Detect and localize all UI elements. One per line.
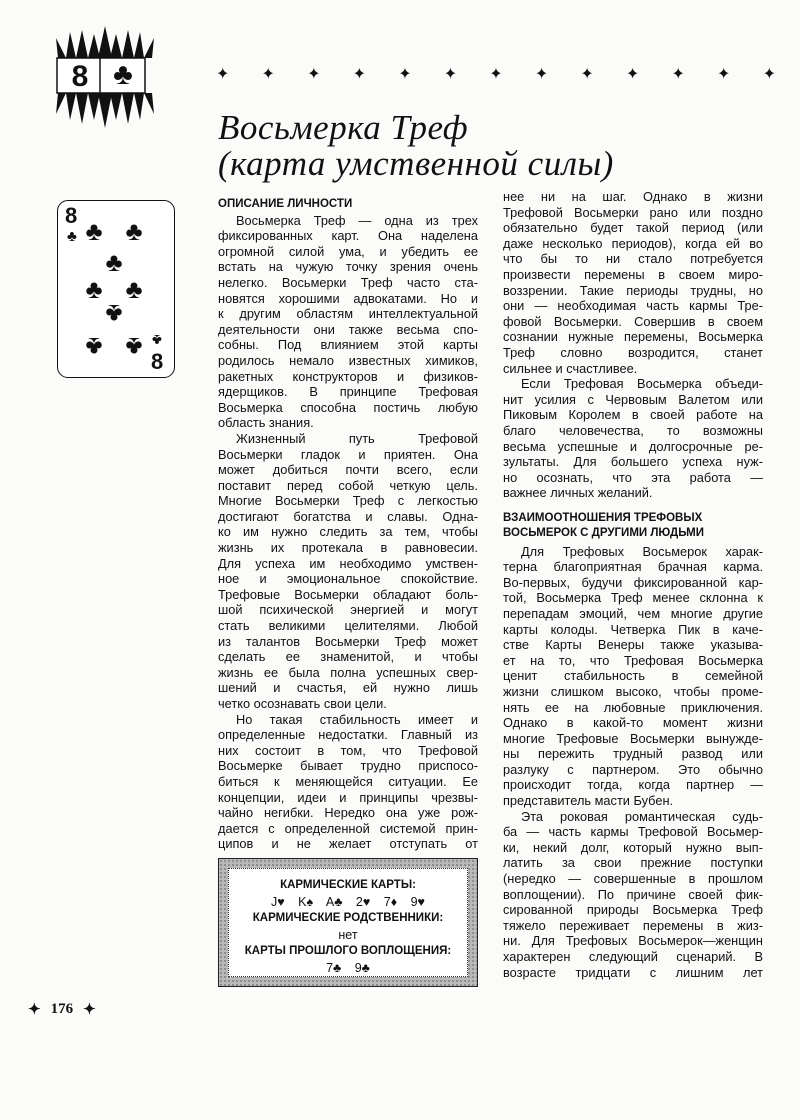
club-icon: ♣ bbox=[85, 332, 103, 362]
text-line: ракетных конструкторов и физиков- bbox=[218, 368, 478, 384]
club-icon: ♣ bbox=[113, 58, 133, 91]
text-line: определенные недостатки. Главный из bbox=[218, 727, 478, 743]
text-line: биться к меняющейся ситуации. Ее bbox=[218, 773, 478, 789]
text-line: но осознать, что эта работа — bbox=[503, 469, 763, 485]
text-line: фовой Восьмерки. Совершив в своем bbox=[503, 313, 763, 329]
ornament-icon: ✦ bbox=[83, 1002, 96, 1018]
text-line: сильнее и счастливее. bbox=[503, 360, 638, 376]
karmic-relatives: нет bbox=[338, 927, 358, 942]
text-line: родилось немало известных химиков, bbox=[218, 352, 478, 368]
text-line: Трефовой Восьмерки рано или поздно bbox=[503, 204, 763, 220]
text-line: произвести перемены в своем миро- bbox=[503, 266, 763, 282]
ornament-icon: ✦ bbox=[398, 66, 412, 83]
playing-card-image bbox=[57, 200, 175, 378]
section-heading: ВОСЬМЕРОК С ДРУГИМИ ЛЮДЬМИ bbox=[503, 527, 705, 540]
text-line: ное и эмоциональное спокойствие. bbox=[218, 571, 478, 587]
text-line: представитель масти Бубен. bbox=[503, 793, 674, 809]
text-line: тяжело переживает перемены в жиз- bbox=[503, 917, 763, 933]
text-line: Восьмерка способна постичь любую bbox=[218, 399, 478, 415]
ornament-icon: ✦ bbox=[216, 66, 230, 83]
text-line: шений и счастья, ей нужно лишь bbox=[218, 680, 478, 696]
page-footer bbox=[28, 1000, 96, 1019]
text-line: Многие Восьмерки Треф с легкостью bbox=[218, 493, 478, 509]
text-line: достигают богатства и славы. Одна- bbox=[218, 508, 478, 524]
text-line: жизнь ее была полна успешных свер- bbox=[218, 664, 478, 680]
ornament-icon: ✦ bbox=[580, 66, 594, 83]
text-line: нять ее на любовные приключения. bbox=[503, 699, 763, 715]
text-line: они — необходимая часть кармы Тре- bbox=[503, 298, 763, 314]
text-line: зультаты. Для большего успеха нуж- bbox=[503, 454, 763, 470]
text-line: Для успеха им необходимо умствен- bbox=[218, 555, 478, 571]
ornament-icon: ✦ bbox=[717, 66, 731, 83]
right-text-column bbox=[503, 189, 763, 980]
text-line: новятся хорошими адвокатами. Но и bbox=[218, 290, 478, 306]
ornament-icon: ✦ bbox=[307, 66, 321, 83]
text-line: Треф словно возродится, станет bbox=[503, 344, 763, 360]
text-line: ба — часть кармы Трефовой Восьмер- bbox=[503, 824, 763, 840]
ornament-icon: ✦ bbox=[671, 66, 685, 83]
text-line: встать на чужую точку зрения очень bbox=[218, 259, 478, 275]
ornament-icon: ✦ bbox=[534, 66, 549, 83]
text-line: область знания. bbox=[218, 415, 314, 431]
text-line: ни. Для Трефовых Восьмерок—женщин bbox=[503, 933, 763, 949]
text-line: Пиковым Королем в своей работе на bbox=[503, 407, 763, 423]
ornament-icon: ✦ bbox=[28, 1002, 41, 1018]
ornament-icon: ✦ bbox=[625, 66, 640, 83]
club-icon: ♣ bbox=[105, 247, 123, 277]
badge-rank: 8 bbox=[71, 60, 89, 93]
text-line: ны пережить трудный развод или bbox=[503, 746, 763, 762]
club-icon: ♣ bbox=[152, 331, 162, 348]
text-line: характерен следующий сценарий. В bbox=[503, 949, 763, 964]
text-line: Однако в какой-то момент жизни bbox=[503, 715, 763, 731]
text-line: Эта роковая романтическая судь- bbox=[521, 808, 763, 824]
ornament-icon: ✦ bbox=[443, 66, 458, 83]
ornament-icon: ✦ bbox=[352, 66, 367, 83]
text-line: нелегко. Восьмерки Треф часто ста- bbox=[218, 274, 478, 290]
text-line: чайно негибки. Нередко она уже рож- bbox=[218, 805, 478, 821]
text-line: Трефовые Восьмерки обладают боль- bbox=[218, 586, 478, 602]
text-line: стве Карты Венеры также указыва- bbox=[503, 637, 763, 653]
text-line: стать великими целителями. Любой bbox=[218, 618, 478, 634]
text-line: что бы то ни стало потребуется bbox=[503, 251, 763, 267]
card-corner-rank: 8 bbox=[151, 349, 164, 374]
text-line: ядерщиков. В принципе Трефовая bbox=[218, 384, 478, 400]
text-line: весьма успешные и долгосрочные ре- bbox=[503, 438, 763, 454]
text-line: к другим областям интеллектуальной bbox=[218, 306, 478, 322]
text-line: шой психической энергией и могут bbox=[218, 602, 478, 618]
card-badge bbox=[50, 24, 160, 132]
karmic-cards-label: КАРМИЧЕСКИЕ КАРТЫ: bbox=[280, 879, 416, 891]
text-line: четко осознавать свои цели. bbox=[218, 696, 387, 711]
text-line: возрасте тридцати с лишним лет bbox=[503, 964, 763, 980]
club-icon: ♣ bbox=[125, 274, 143, 304]
text-line: Для Трефовых Восьмерок харак- bbox=[521, 543, 763, 559]
section-heading: ОПИСАНИЕ ЛИЧНОСТИ bbox=[218, 198, 353, 210]
text-line: ципов и не желает отступать от bbox=[218, 836, 478, 852]
text-line: происходит тогда, когда партнер — bbox=[503, 777, 763, 793]
ornament-icon: ✦ bbox=[762, 66, 776, 83]
text-line: Восьмерка Треф — одна из трех bbox=[236, 212, 478, 228]
text-line: благо человечества, то возможны bbox=[503, 422, 763, 438]
karma-info-box bbox=[218, 858, 478, 987]
ornament-icon: ✦ bbox=[261, 66, 275, 83]
text-line: Восьмерки гладок и приятен. Она bbox=[218, 446, 478, 462]
text-line: жизни слишком высоко, чтобы проме- bbox=[503, 683, 763, 699]
text-line: ет на то, что Трефовая Восьмерка bbox=[503, 652, 763, 668]
club-icon: ♣ bbox=[85, 274, 103, 304]
text-line: многие Трефовые Восьмерки вынужде- bbox=[503, 730, 763, 746]
page-title bbox=[218, 110, 614, 182]
text-line: деятельности они также весьма спо- bbox=[218, 321, 478, 337]
text-line: концепции, идеи и принципы чрезвы- bbox=[218, 789, 478, 805]
past-life-cards: 7♣ 9♣ bbox=[326, 960, 370, 975]
text-line: карты колоды. Четверка Пик в каче- bbox=[503, 621, 763, 637]
club-icon: ♣ bbox=[67, 228, 77, 245]
text-line: Жизненный путь Трефовой bbox=[236, 430, 478, 446]
title-line-2: (карта умственной силы) bbox=[218, 144, 614, 183]
card-corner-rank: 8 bbox=[65, 203, 78, 228]
past-life-label: КАРТЫ ПРОШЛОГО ВОПЛОЩЕНИЯ: bbox=[244, 945, 452, 957]
club-icon: ♣ bbox=[105, 299, 123, 329]
text-line: ценит стабильность в семейной bbox=[503, 668, 763, 684]
karma-info-inner bbox=[228, 868, 468, 977]
club-icon: ♣ bbox=[125, 216, 143, 246]
text-line: (нередко — совершенные в прошлом bbox=[503, 871, 763, 887]
text-line: собны. Под влиянием этой карты bbox=[218, 337, 478, 353]
text-line: Во-первых, будучи фиксированной кар- bbox=[503, 574, 763, 590]
text-line: фиксированных карт. Она наделена bbox=[218, 228, 478, 244]
ornament-row bbox=[216, 64, 776, 84]
text-line: даже несколько периодов), когда ей во bbox=[503, 235, 763, 251]
text-line: той, Восьмерка Треф менее склонна к bbox=[503, 590, 763, 606]
ornament-icon: ✦ bbox=[489, 66, 503, 83]
text-line: сознании нужные перемены, Восьмерка bbox=[503, 329, 763, 345]
karmic-cards: J♥ K♠ A♣ 2♥ 7♦ 9♥ bbox=[271, 894, 425, 909]
text-line: ко им нужно следить за тем, чтобы bbox=[218, 524, 478, 540]
text-line: огромной силой ума, и убедить ее bbox=[218, 243, 478, 259]
text-line: из талантов Восьмерки Треф может bbox=[218, 633, 478, 649]
text-line: сделать ее знаменитой, и чтобы bbox=[218, 649, 478, 665]
left-text-column bbox=[218, 197, 478, 852]
page-number: 176 bbox=[50, 1001, 74, 1017]
text-line: воплощении). По причине своей фик- bbox=[503, 886, 763, 902]
text-line: дается с определенной системой прин- bbox=[218, 820, 478, 836]
text-line: Но такая стабильность имеет и bbox=[236, 711, 478, 727]
karmic-relatives-label: КАРМИЧЕСКИЕ РОДСТВЕННИКИ: bbox=[252, 912, 444, 924]
text-line: может добиться почти всего, если bbox=[218, 462, 478, 478]
text-line: воззрении. Такие периоды трудны, но bbox=[503, 282, 763, 298]
text-line: обязательно будет такой период (или bbox=[503, 220, 763, 236]
text-line: перепадам эмоций, чем многие другие bbox=[503, 605, 763, 621]
title-line-1: Восьмерка Треф bbox=[218, 108, 469, 147]
text-line: жизнь их протекала в равновесии. bbox=[218, 540, 478, 556]
club-icon: ♣ bbox=[125, 332, 143, 362]
text-line: нит усилия с Червовым Валетом или bbox=[503, 391, 763, 407]
text-line: них состоит в том, что Трефовой bbox=[218, 742, 478, 758]
text-line: нее ни на шаг. Однако в жизни bbox=[503, 189, 763, 204]
section-heading: ВЗАИМООТНОШЕНИЯ ТРЕФОВЫХ bbox=[503, 511, 703, 524]
text-line: поставит перед собой четкую цель. bbox=[218, 477, 478, 493]
text-line: терна благоприятная брачная карма. bbox=[503, 559, 763, 575]
club-icon: ♣ bbox=[85, 216, 103, 246]
text-line: ки, некий долг, который нужно вып- bbox=[503, 839, 763, 855]
text-line: латить за свои прежние поступки bbox=[503, 855, 763, 871]
text-line: Если Трефовая Восьмерка объеди- bbox=[521, 376, 763, 392]
text-line: важнее личных желаний. bbox=[503, 485, 653, 501]
text-line: Восьмерке бывает трудно приспосо- bbox=[218, 758, 478, 774]
text-line: сированной природы Восьмерка Треф bbox=[503, 902, 763, 918]
text-line: разлуку с партнером. Это обычно bbox=[503, 761, 763, 777]
